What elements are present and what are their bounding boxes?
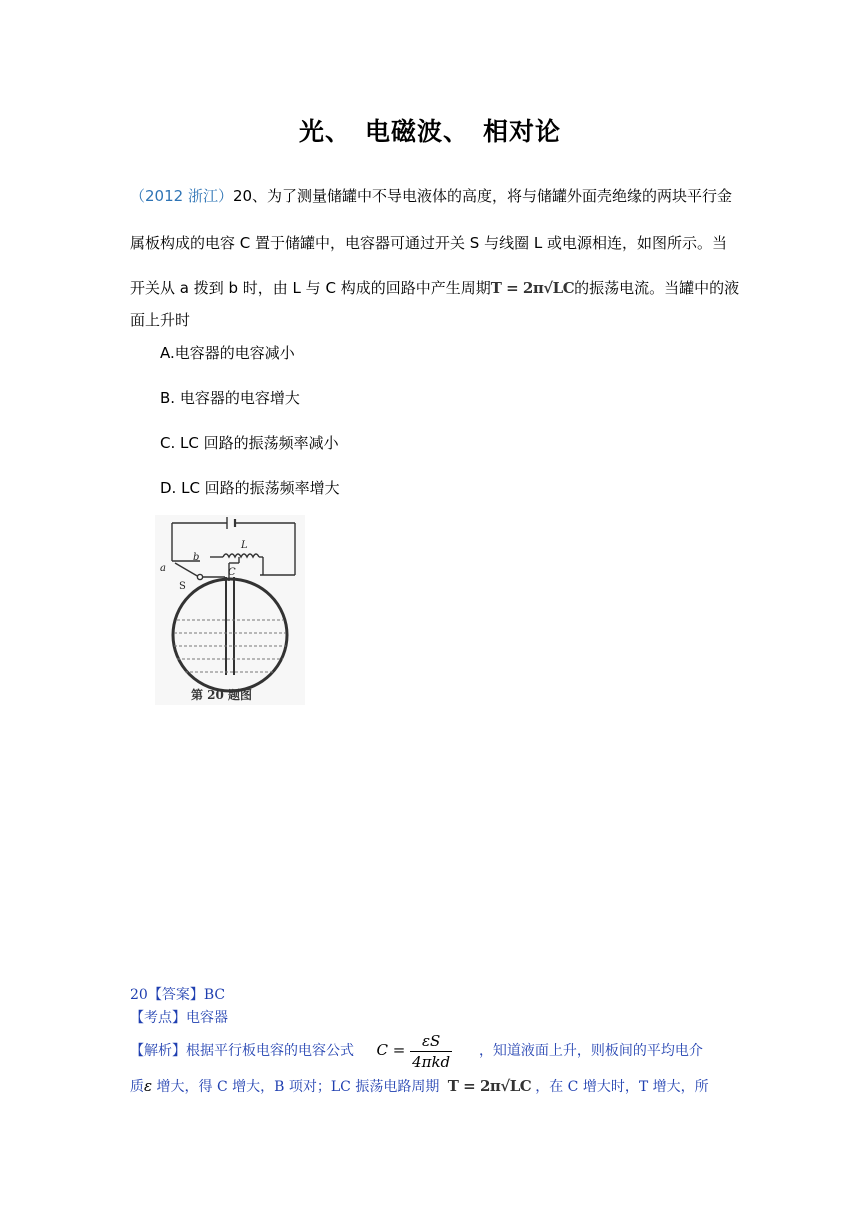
analysis-line-2	[130, 1076, 709, 1097]
title-part-3: 相对论	[483, 117, 562, 146]
analysis-text-2c: ，在 C 增大时，T 增大，所	[535, 1079, 709, 1095]
figure-label-s: S	[179, 581, 186, 592]
answer-line: 20【答案】BC	[130, 987, 226, 1003]
capacitance-numerator: εS	[421, 1031, 441, 1050]
option-d: D. LC 回路的振荡频率增大	[160, 479, 340, 497]
capacitance-denominator: 4πkd	[412, 1052, 451, 1071]
question-text-3b: 的振荡电流。当罐中的液	[574, 279, 740, 297]
page-title	[0, 112, 860, 148]
question-line-2: 属板构成的电容 C 置于储罐中，电容器可通过开关 S 与线圈 L 或电源相连，如图所示。当	[130, 234, 727, 252]
figure-caption: 第 20 题图	[191, 688, 253, 702]
circuit-figure	[155, 515, 305, 705]
question-text-3a: 开关从 a 拨到 b 时，由 L 与 C 构成的回路中产生周期	[130, 279, 491, 297]
question-source: （2012 浙江）	[130, 187, 233, 205]
figure-label-c: C	[228, 567, 236, 578]
figure-label-l: L	[241, 540, 248, 551]
analysis-period-formula: T = 2π√LC	[447, 1077, 532, 1095]
title-part-2: 电磁波、	[364, 117, 469, 146]
option-b: B. 电容器的电容增大	[160, 389, 300, 407]
period-formula: T = 2π√LC	[490, 279, 575, 297]
question-line-3	[130, 278, 739, 298]
figure-label-b: b	[193, 552, 200, 563]
key-point-line: 【考点】电容器	[130, 1010, 228, 1026]
capacitance-lhs: C =	[376, 1041, 406, 1059]
figure-label-a: a	[160, 563, 166, 574]
analysis-text-2b: 增大，得 C 增大，B 项对；LC 振荡电路周期	[152, 1079, 440, 1095]
analysis-text-2a: 质	[130, 1079, 144, 1095]
analysis-line-1	[130, 1030, 703, 1072]
title-part-1: 光、	[298, 117, 351, 146]
analysis-text-1b: ，知道液面上升，则板间的平均电介	[478, 1043, 703, 1059]
question-line-1	[130, 186, 732, 206]
question-text-1: 20、为了测量储罐中不导电液体的高度，将与储罐外面壳绝缘的两块平行金	[232, 187, 733, 205]
option-a: A.电容器的电容减小	[160, 344, 295, 362]
question-line-4: 面上升时	[130, 311, 191, 329]
option-c: C. LC 回路的振荡频率减小	[160, 434, 339, 452]
epsilon-symbol: ε	[144, 1077, 153, 1095]
analysis-text-1a: 【解析】根据平行板电容的电容公式	[130, 1043, 354, 1059]
